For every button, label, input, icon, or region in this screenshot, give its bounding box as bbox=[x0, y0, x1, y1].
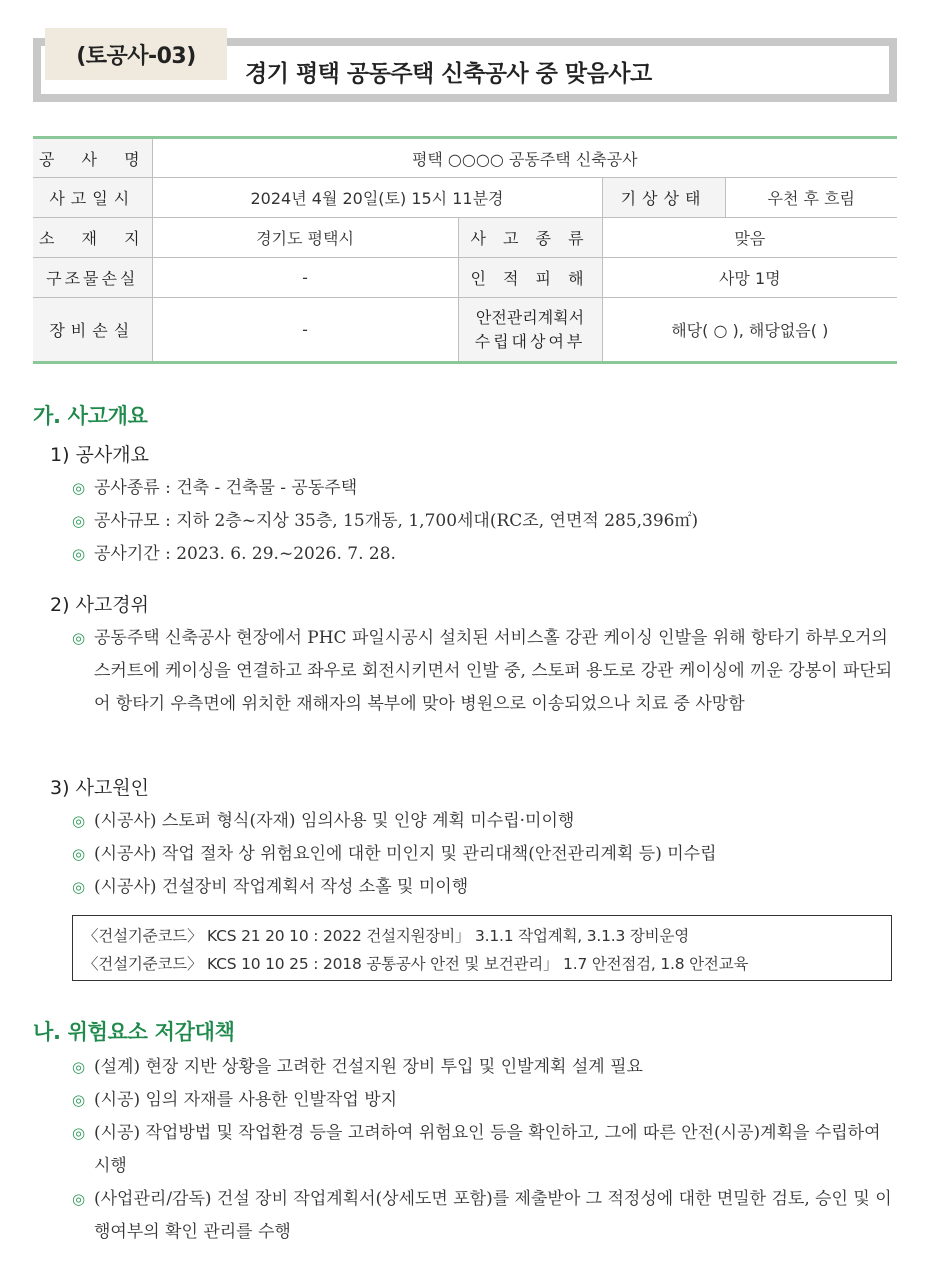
bullet-icon: ◎ bbox=[72, 845, 86, 863]
accident-type-value: 맞음 bbox=[602, 218, 897, 258]
reference-line: 〈건설기준코드〉 KCS 10 10 25 : 2018 공통공사 안전 및 보건관리」 1.7 안전점검, 1.8 안전교육 bbox=[83, 955, 749, 973]
human-damage-value: 사망 1명 bbox=[602, 258, 897, 298]
structure-damage-label: 구조물손실 bbox=[33, 258, 152, 298]
list-item: ◎ (시공사) 건설장비 작업계획서 작성 소홀 및 미이행 bbox=[72, 871, 898, 904]
page-title: 경기 평택 공동주택 신축공사 중 맞음사고 bbox=[245, 61, 652, 87]
list-item: ◎ 공사종류 : 건축 - 건축물 - 공동주택 bbox=[72, 472, 898, 505]
safety-plan-label bbox=[458, 298, 602, 363]
weather-value: 우천 후 흐림 bbox=[725, 178, 897, 218]
section-a-heading: 가. 사고개요 bbox=[33, 404, 148, 428]
accident-date-label: 사고일시 bbox=[33, 178, 152, 218]
sub3-heading: 3) 사고원인 bbox=[50, 777, 149, 799]
title-tag: (토공사-03) bbox=[45, 28, 227, 80]
list-item: ◎ (시공사) 작업 절차 상 위험요인에 대한 미인지 및 관리대책(안전관리계획 등) 미수립 bbox=[72, 838, 898, 871]
table-row bbox=[33, 218, 897, 258]
section-b-heading: 나. 위험요소 저감대책 bbox=[33, 1020, 235, 1044]
bullet-icon: ◎ bbox=[72, 1190, 86, 1208]
safety-plan-label-line1: 안전관리계획서 bbox=[475, 307, 585, 327]
bullet-icon: ◎ bbox=[72, 878, 86, 896]
safety-plan-label-line2: 수립대상여부 bbox=[474, 331, 586, 351]
bullet-icon: ◎ bbox=[72, 629, 86, 647]
list-item: ◎ (설계) 현장 지반 상황을 고려한 건설지원 장비 투입 및 인발계획 설계 필요 bbox=[72, 1051, 898, 1084]
location-value: 경기도 평택시 bbox=[152, 218, 458, 258]
equipment-damage-label: 장비손실 bbox=[33, 298, 152, 363]
table-row bbox=[33, 178, 897, 218]
list-item: ◎ 공동주택 신축공사 현장에서 PHC 파일시공시 설치된 서비스홀 강관 케이싱 인발을 위해 항타기 하부오거의 스커트에 케이싱을 연결하고 좌우로 회전시키면서 인발 중, 스토퍼 용도로 강관 케이싱에 끼운 강봉이 파단되어 항타기 우측면에 위치한 재해자의 복부에 맞아 병원으로 이송되었으나 치료 중 사망함 bbox=[72, 622, 898, 721]
safety-plan-value: 해당( ○ ), 해당없음( ) bbox=[602, 298, 897, 363]
list-item: ◎ (시공) 작업방법 및 작업환경 등을 고려하여 위험요인 등을 확인하고, 그에 따른 안전(시공)계획을 수립하여 시행 bbox=[72, 1117, 898, 1183]
list-item: ◎ 공사기간 : 2023. 6. 29.~2026. 7. 28. bbox=[72, 538, 898, 571]
bullet-icon: ◎ bbox=[72, 479, 86, 497]
location-label: 소 재 지 bbox=[33, 218, 152, 258]
sub2-heading: 2) 사고경위 bbox=[50, 594, 149, 616]
list-item: ◎ 공사규모 : 지하 2층~지상 35층, 15개동, 1,700세대(RC조, 연면적 285,396㎡) bbox=[72, 505, 898, 538]
bullet-icon: ◎ bbox=[72, 1124, 86, 1142]
bullet-icon: ◎ bbox=[72, 1091, 86, 1109]
accident-info-table bbox=[33, 136, 897, 364]
structure-damage-value: - bbox=[152, 258, 458, 298]
accident-type-label: 사 고 종 류 bbox=[458, 218, 602, 258]
bullet-icon: ◎ bbox=[72, 1058, 86, 1076]
bullet-icon: ◎ bbox=[72, 545, 86, 563]
human-damage-label: 인 적 피 해 bbox=[458, 258, 602, 298]
project-name-value: 평택 ○○○○ 공동주택 신축공사 bbox=[152, 138, 897, 178]
list-item: ◎ (사업관리/감독) 건설 장비 작업계획서(상세도면 포함)를 제출받아 그 적정성에 대한 면밀한 검토, 승인 및 이행여부의 확인 관리를 수행 bbox=[72, 1183, 898, 1249]
bullet-icon: ◎ bbox=[72, 512, 86, 530]
list-item: ◎ (시공) 임의 자재를 사용한 인발작업 방지 bbox=[72, 1084, 898, 1117]
table-row bbox=[33, 138, 897, 178]
equipment-damage-value: - bbox=[152, 298, 458, 363]
reference-box bbox=[72, 915, 892, 981]
weather-label: 기상상태 bbox=[602, 178, 725, 218]
reference-line: 〈건설기준코드〉 KCS 21 20 10 : 2022 건설지원장비」 3.1.1 작업계획, 3.1.3 장비운영 bbox=[83, 927, 689, 945]
sub1-heading: 1) 공사개요 bbox=[50, 444, 149, 466]
list-item: ◎ (시공사) 스토퍼 형식(자재) 임의사용 및 인양 계획 미수립·미이행 bbox=[72, 805, 898, 838]
accident-date-value: 2024년 4월 20일(토) 15시 11분경 bbox=[152, 178, 602, 218]
table-row bbox=[33, 258, 897, 298]
project-name-label: 공 사 명 bbox=[33, 138, 152, 178]
table-row bbox=[33, 298, 897, 363]
bullet-icon: ◎ bbox=[72, 812, 86, 830]
